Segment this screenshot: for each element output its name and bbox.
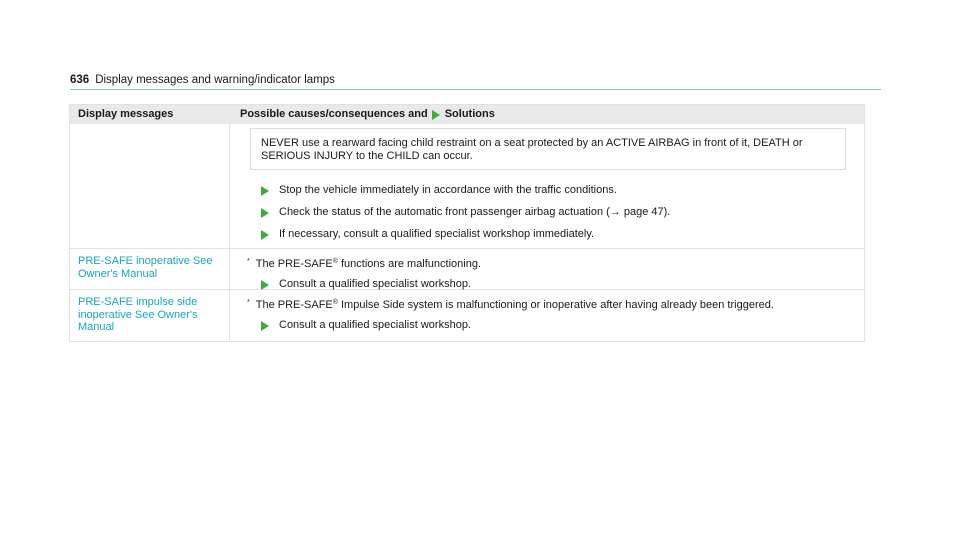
- warning-text: NEVER use a rearward facing child restraint on a seat protected by an ACTIVE AIRBAG in front of it, DEATH or SERIOUS INJURY to the CHILD can occur.: [261, 137, 803, 162]
- solution-cell: [230, 124, 864, 248]
- step-text: Stop the vehicle immediately in accordance with the traffic conditions.: [279, 184, 617, 196]
- message-cell: [70, 249, 230, 289]
- page-header: [70, 74, 335, 86]
- step-text: Check the status of the automatic front passenger airbag actuation (→ page 47).: [279, 206, 671, 218]
- step-text: Consult a qualified specialist workshop.: [279, 278, 471, 290]
- page-title: Display messages and warning/indicator lamps: [95, 74, 335, 86]
- cause-line: [240, 296, 854, 312]
- step-text: Consult a qualified specialist workshop.: [279, 319, 471, 331]
- solution-cell: [230, 290, 864, 341]
- footnote-star: *: [247, 299, 250, 306]
- page-number: 636: [70, 74, 90, 86]
- play-arrow-icon: [261, 230, 269, 240]
- warning-box: [250, 128, 846, 170]
- cause-suffix: functions are malfunctioning.: [337, 258, 482, 270]
- column-header-solutions-label: Solutions: [444, 108, 495, 120]
- registered-mark: ®: [332, 258, 338, 265]
- table-row: [70, 248, 864, 289]
- solution-step: [240, 206, 854, 219]
- cause-suffix: Impulse Side system is malfunctioning or inoperative after having already been triggered.: [337, 299, 774, 311]
- play-arrow-icon: [261, 321, 269, 331]
- footnote-star: *: [247, 258, 250, 265]
- column-header-causes-label: Possible causes/consequences and: [240, 108, 428, 120]
- display-message-text: PRE-SAFE inoperative See Owner's Manual: [78, 255, 213, 280]
- header-divider: [70, 89, 881, 90]
- cause-line: [240, 255, 854, 271]
- cause-prefix: The PRE-SAFE: [255, 299, 333, 311]
- cause-prefix: The PRE-SAFE: [255, 258, 333, 270]
- table-row: [70, 124, 864, 248]
- solution-step: [240, 319, 854, 332]
- message-cell: [70, 290, 230, 341]
- column-header-causes-solutions: [230, 105, 495, 124]
- play-arrow-icon: [261, 208, 269, 218]
- column-header-display-messages: Display messages: [78, 108, 174, 120]
- play-arrow-icon: [432, 110, 440, 120]
- message-cell: [70, 124, 230, 248]
- solution-cell: [230, 249, 864, 289]
- play-arrow-icon: [261, 280, 269, 290]
- solution-step: [240, 184, 854, 197]
- table-row: [70, 289, 864, 341]
- solution-step: [240, 228, 854, 241]
- display-messages-table: [69, 104, 865, 342]
- registered-mark: ®: [332, 299, 338, 306]
- table-header-row: [70, 105, 864, 124]
- display-message-text: PRE-SAFE impulse side inoperative See Owner's Manual: [78, 296, 198, 333]
- play-arrow-icon: [261, 186, 269, 196]
- step-text: If necessary, consult a qualified specialist workshop immediately.: [279, 228, 595, 240]
